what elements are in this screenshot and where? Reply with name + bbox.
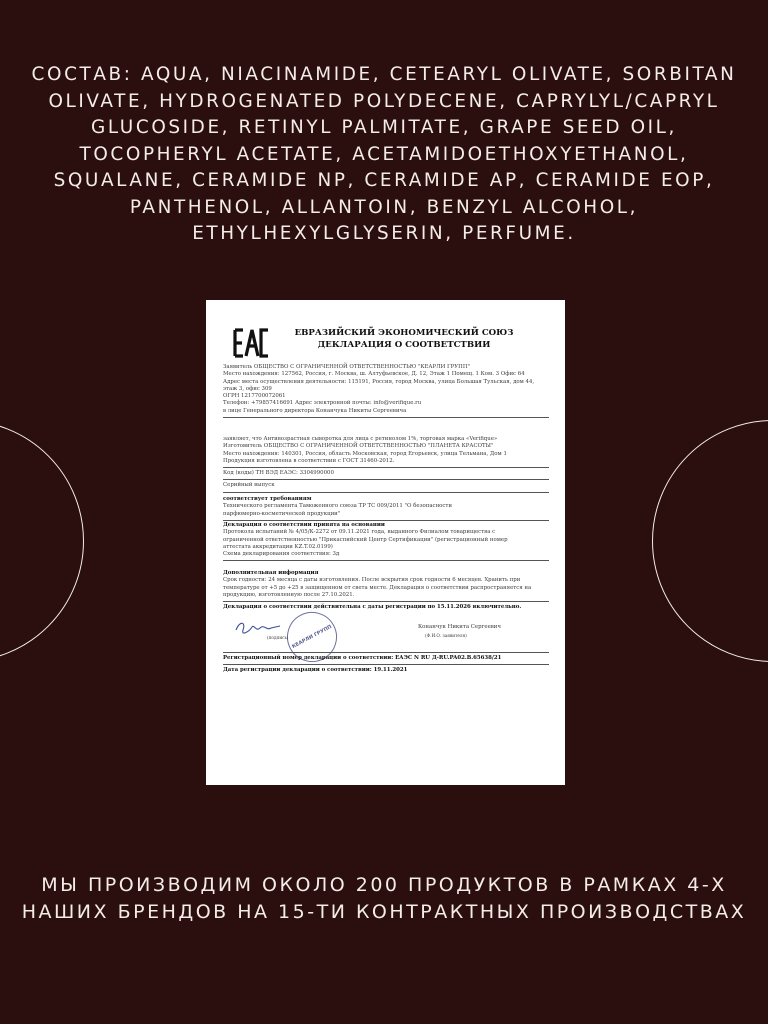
- compliance-section: [223, 496, 549, 523]
- hs-code: Код (коды) ТН ВЭД ЕАЭС: 3304990000: [223, 470, 334, 477]
- company-stamp: КЕАРЛИ ГРУПП: [278, 603, 346, 671]
- decorative-circle-right: [652, 420, 768, 662]
- title-line: ДЕКЛАРАЦИЯ О СООТВЕТСТВИИ: [317, 340, 491, 350]
- composition-line: SQUALANE, CERAMIDE NP, CERAMIDE AP, CERAMIDE EOP,: [53, 170, 715, 191]
- compliance-line: Технического регламента Таможенного союза ТР ТС 009/2011 "О безопасности: [223, 503, 453, 510]
- divider: [223, 492, 549, 493]
- applicant-line: Место нахождения: 127562, Россия, г. Москва, ш. Алтуфьевское, Д. 12, Этаж 1 Помещ. 1 Ком. 3 Офис 64: [223, 371, 525, 378]
- signatory-name: Конанчук Никита Сергеевич: [418, 624, 501, 630]
- additional-line: Срок годности: 24 месяца с даты изготовления. После вскрытия срок годности 6 месяцев. Хранить при: [223, 577, 521, 584]
- applicant-line: Заявитель ОБЩЕСТВО С ОГРАНИЧЕННОЙ ОТВЕТСТВЕННОСТЬЮ "КЕАРЛИ ГРУПП": [223, 364, 471, 370]
- registration-number: Регистрационный номер декларации о соответствии: ЕАЭС N RU Д-RU.PA02.B.65638/21: [223, 655, 502, 661]
- divider: [223, 417, 549, 418]
- compliance-line: парфюмерно-косметической продукции": [223, 510, 341, 517]
- applicant-line: Адрес места осуществления деятельности: 115191, Россия, город Москва, улица Большая Тульская, дом 44,: [223, 378, 535, 385]
- title-line: ЕВРАЗИЙСКИЙ ЭКОНОМИЧЕСКИЙ СОЮЗ: [294, 328, 514, 338]
- divider: [223, 479, 549, 480]
- signature-hint: (подпись): [267, 635, 289, 640]
- product-section: [223, 436, 549, 495]
- signatory-hint: (Ф.И.О. заявителя): [425, 633, 467, 638]
- composition-line: OLIVATE, HYDROGENATED POLYDECENE, CAPRYLYL/CAPRYL: [48, 90, 720, 112]
- basis-line: ограниченной ответственностью "Прикаспийский Центр Сертификации" (регистрационный номер: [223, 536, 508, 543]
- registration-date: Дата регистрации декларации о соответствии: 19.11.2021: [223, 667, 408, 674]
- divider: [223, 601, 549, 602]
- divider: [223, 664, 549, 665]
- basis-line: Схема декларирования соответствия: 3д: [223, 551, 340, 558]
- composition-text: [0, 62, 768, 248]
- additional-info-section: [223, 570, 549, 604]
- production-info: [0, 872, 768, 925]
- additional-line: продукцию, изготовленную после 27.10.2021.: [223, 591, 355, 598]
- basis-section: [223, 522, 549, 563]
- product-line: Изготовитель ОБЩЕСТВО С ОГРАНИЧЕННОЙ ОТВЕТСТВЕННОСТЬЮ "ПЛАНЕТА КРАСОТЫ": [223, 443, 494, 450]
- composition-line: СОСТАВ: AQUA, NIACINAMIDE, CETEARYL OLIVATE, SORBITAN: [31, 64, 737, 85]
- composition-line: GLUCOSIDE, RETINYL PALMITATE, GRAPE SEED OIL,: [91, 117, 677, 138]
- divider: [223, 520, 549, 521]
- applicant-line: ОГРН 1217700072061: [223, 393, 286, 400]
- registration-section: [223, 650, 549, 675]
- basis-line: аттестата аккредитации KZ.T.02.0199): [223, 543, 333, 550]
- composition-line: ETHYLHEXYLGLYSERIN, PERFUME.: [192, 223, 576, 244]
- declaration-title: [294, 327, 514, 351]
- validity-line: Декларация о соответствии действительна с даты регистрации по 15.11.2026 включительно.: [223, 604, 522, 610]
- signature-row: [223, 618, 549, 651]
- serial-release: Серийный выпуск: [223, 482, 275, 489]
- additional-heading: Дополнительная информация: [223, 570, 319, 576]
- product-line: заявляет, что Антивозрастная сыворотка для лица с ретинолом 1%, торговая марка «Verifique»: [223, 436, 498, 442]
- additional-line: температуре от +5 до +25 в защищенном от света месте. Декларация о соответствии распространяется на: [223, 584, 532, 591]
- divider: [223, 652, 549, 653]
- product-line: Продукция изготовлена в соответствии с ГОСТ 31460-2012.: [223, 457, 395, 464]
- basis-line: Протокола испытаний № 4/05/К-2272 от 09.11.2021 года, выданного Филиалом товарищества с: [223, 529, 496, 536]
- production-info-line: НАШИХ БРЕНДОВ НА 15-ТИ КОНТРАКТНЫХ ПРОИЗВОДСТВАХ: [21, 900, 747, 923]
- applicant-line: в лице Генерального директора Конанчука Никиты Сергеевича: [223, 407, 407, 414]
- product-line: Место нахождения: 140301, Россия, область Московская, город Егорьевск, улица Тельмана, Дом 1: [223, 450, 507, 457]
- applicant-section: [223, 364, 549, 420]
- applicant-line: этаж 3, офис 309: [223, 385, 272, 392]
- composition-line: PANTHENOL, ALLANTOIN, BENZYL ALCOHOL,: [129, 196, 639, 218]
- composition-line: TOCOPHERYL ACETATE, ACETAMIDOETHOXYETHANOL,: [79, 143, 689, 165]
- eac-logo-icon: [233, 328, 269, 358]
- production-info-line: МЫ ПРОИЗВОДИМ ОКОЛО 200 ПРОДУКТОВ В РАМКАХ 4-Х: [41, 874, 727, 896]
- declaration-document: [206, 300, 565, 785]
- compliance-heading: соответствует требованиям: [223, 496, 312, 502]
- basis-heading: Декларация о соответствии принята на основании: [223, 522, 385, 528]
- applicant-line: Телефон: +79857416691 Адрес электронной почты: info@verifique.ru: [223, 400, 422, 407]
- divider: [223, 467, 549, 468]
- decorative-circle-left: [0, 420, 84, 662]
- divider: [223, 560, 549, 561]
